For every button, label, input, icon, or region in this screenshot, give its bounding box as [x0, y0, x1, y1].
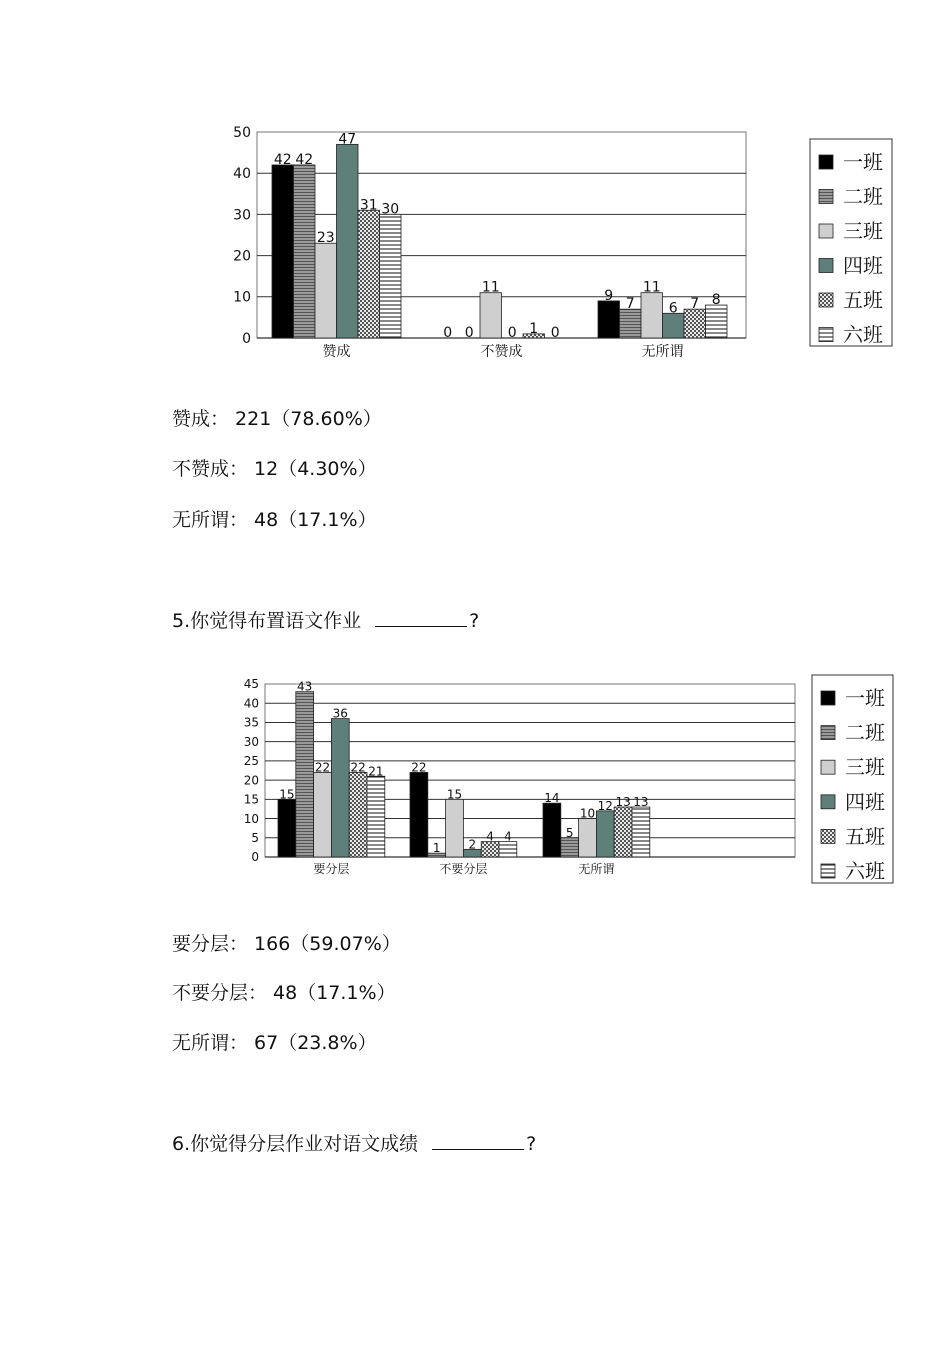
legend-label: 四班	[843, 253, 883, 278]
legend-swatch	[821, 795, 835, 809]
data-label: 15	[446, 787, 463, 802]
legend-swatch	[821, 691, 835, 705]
data-label: 42	[273, 151, 292, 168]
y-tick-label: 15	[243, 792, 259, 807]
y-tick-label: 35	[243, 715, 259, 730]
data-label: 31	[359, 197, 378, 214]
data-label: 15	[279, 787, 295, 802]
legend-label: 二班	[843, 184, 883, 209]
answer-blank	[432, 1132, 524, 1150]
y-tick-label: 5	[251, 830, 259, 845]
legend-label: 五班	[845, 824, 885, 849]
y-tick-label: 10	[243, 811, 259, 826]
x-tick-label: 要分层	[313, 862, 350, 876]
bar	[296, 692, 314, 857]
bar	[499, 842, 517, 857]
legend-swatch	[819, 224, 833, 238]
bar	[641, 293, 663, 338]
bar	[331, 719, 349, 857]
data-label: 11	[481, 279, 500, 296]
result-layered: 要分层： 166（59.07%）	[172, 933, 401, 955]
data-label: 4	[486, 829, 494, 844]
data-label: 21	[368, 764, 384, 779]
data-label: 14	[544, 791, 560, 806]
bar	[620, 309, 642, 338]
question-6	[172, 1129, 536, 1156]
legend-label: 四班	[845, 789, 885, 814]
bar	[315, 243, 337, 338]
result-disagree: 不赞成： 12（4.30%）	[172, 458, 377, 480]
bar	[596, 811, 614, 857]
bar	[614, 807, 632, 857]
legend-swatch	[819, 293, 833, 307]
data-label: 0	[464, 325, 474, 341]
y-tick-label: 0	[251, 850, 259, 865]
legend-swatch	[819, 259, 833, 273]
bar	[598, 301, 620, 338]
bar	[410, 772, 428, 857]
legend-label: 五班	[843, 288, 883, 312]
bar	[314, 772, 332, 857]
data-label: 0	[443, 325, 453, 341]
data-label: 47	[338, 131, 357, 148]
question-5-text: 5.你觉得布置语文作业	[172, 610, 362, 632]
y-tick-label: 20	[233, 248, 251, 265]
legend-swatch	[821, 829, 835, 843]
data-label: 22	[350, 760, 366, 775]
data-label: 6	[668, 300, 678, 317]
question-5	[172, 606, 479, 633]
question-6-text: 6.你觉得分层作业对语文成绩	[172, 1133, 419, 1155]
y-tick-label: 45	[243, 677, 259, 692]
legend-swatch	[819, 328, 833, 342]
x-tick-label: 无所谓	[641, 344, 684, 360]
legend-swatch	[821, 760, 835, 774]
bar	[543, 803, 561, 857]
x-tick-label: 不赞成	[480, 344, 523, 360]
y-tick-label: 0	[242, 330, 251, 347]
y-tick-label: 40	[233, 166, 251, 183]
data-label: 1	[432, 841, 441, 856]
legend-label: 二班	[845, 720, 885, 745]
result-indifferent: 无所谓： 48（17.1%）	[172, 509, 377, 531]
y-tick-label: 25	[243, 754, 259, 769]
bar	[561, 838, 579, 857]
legend-label: 一班	[843, 150, 883, 174]
question-5-mark: ?	[469, 610, 480, 632]
result-not-layered: 不要分层： 48（17.1%）	[172, 982, 396, 1004]
bar	[663, 313, 685, 338]
data-label: 23	[316, 230, 335, 247]
legend-label: 六班	[843, 322, 883, 347]
legend-label: 三班	[845, 755, 885, 780]
y-tick-label: 50	[233, 124, 251, 141]
chart-2	[244, 675, 893, 883]
result-agree: 赞成： 221（78.60%）	[172, 408, 382, 430]
data-label: 12	[597, 798, 613, 813]
data-label: 10	[579, 806, 596, 821]
bar	[481, 842, 499, 857]
bar	[684, 309, 706, 338]
chart-1	[233, 125, 892, 360]
y-tick-label: 10	[233, 289, 251, 306]
legend-label: 一班	[845, 686, 885, 710]
bar	[632, 807, 650, 857]
data-label: 43	[297, 679, 313, 694]
data-label: 8	[711, 292, 721, 309]
bar	[446, 799, 464, 857]
y-tick-label: 30	[243, 734, 259, 749]
question-6-mark: ?	[526, 1133, 537, 1155]
answer-blank	[375, 609, 467, 627]
legend-swatch	[821, 726, 835, 740]
data-label: 0	[550, 325, 560, 341]
x-tick-label: 不要分层	[439, 862, 488, 876]
y-tick-label: 20	[243, 773, 259, 788]
y-tick-label: 30	[233, 207, 251, 224]
bar	[579, 819, 597, 857]
bar	[272, 165, 294, 338]
data-label: 22	[411, 760, 427, 775]
y-tick-label: 40	[243, 696, 259, 711]
legend-swatch	[821, 864, 835, 878]
data-label: 13	[615, 795, 631, 810]
data-label: 9	[604, 287, 614, 304]
x-tick-label: 无所谓	[578, 862, 615, 876]
bar	[367, 776, 385, 857]
data-label: 13	[633, 795, 649, 810]
bar	[706, 305, 728, 338]
legend-swatch	[819, 190, 833, 204]
legend-label: 三班	[843, 219, 883, 243]
bar	[380, 214, 402, 338]
data-label: 0	[507, 325, 517, 341]
result-indifferent-2: 无所谓： 67（23.8%）	[172, 1032, 377, 1054]
data-label: 36	[332, 706, 348, 721]
bar	[358, 210, 380, 338]
bar	[294, 165, 316, 338]
data-label: 1	[529, 320, 539, 337]
data-label: 22	[314, 760, 331, 775]
data-label: 7	[625, 296, 635, 313]
bar	[278, 799, 296, 857]
bar	[480, 293, 502, 338]
legend-label: 六班	[845, 859, 885, 883]
data-label: 30	[381, 201, 400, 218]
data-label: 42	[295, 151, 314, 168]
x-tick-label: 赞成	[322, 344, 351, 360]
data-label: 11	[642, 279, 661, 296]
data-label: 4	[504, 829, 512, 844]
data-label: 2	[468, 837, 477, 852]
data-label: 5	[565, 825, 574, 840]
legend-swatch	[819, 155, 833, 169]
bar	[349, 772, 367, 857]
data-label: 7	[690, 296, 700, 313]
bar	[337, 144, 359, 338]
